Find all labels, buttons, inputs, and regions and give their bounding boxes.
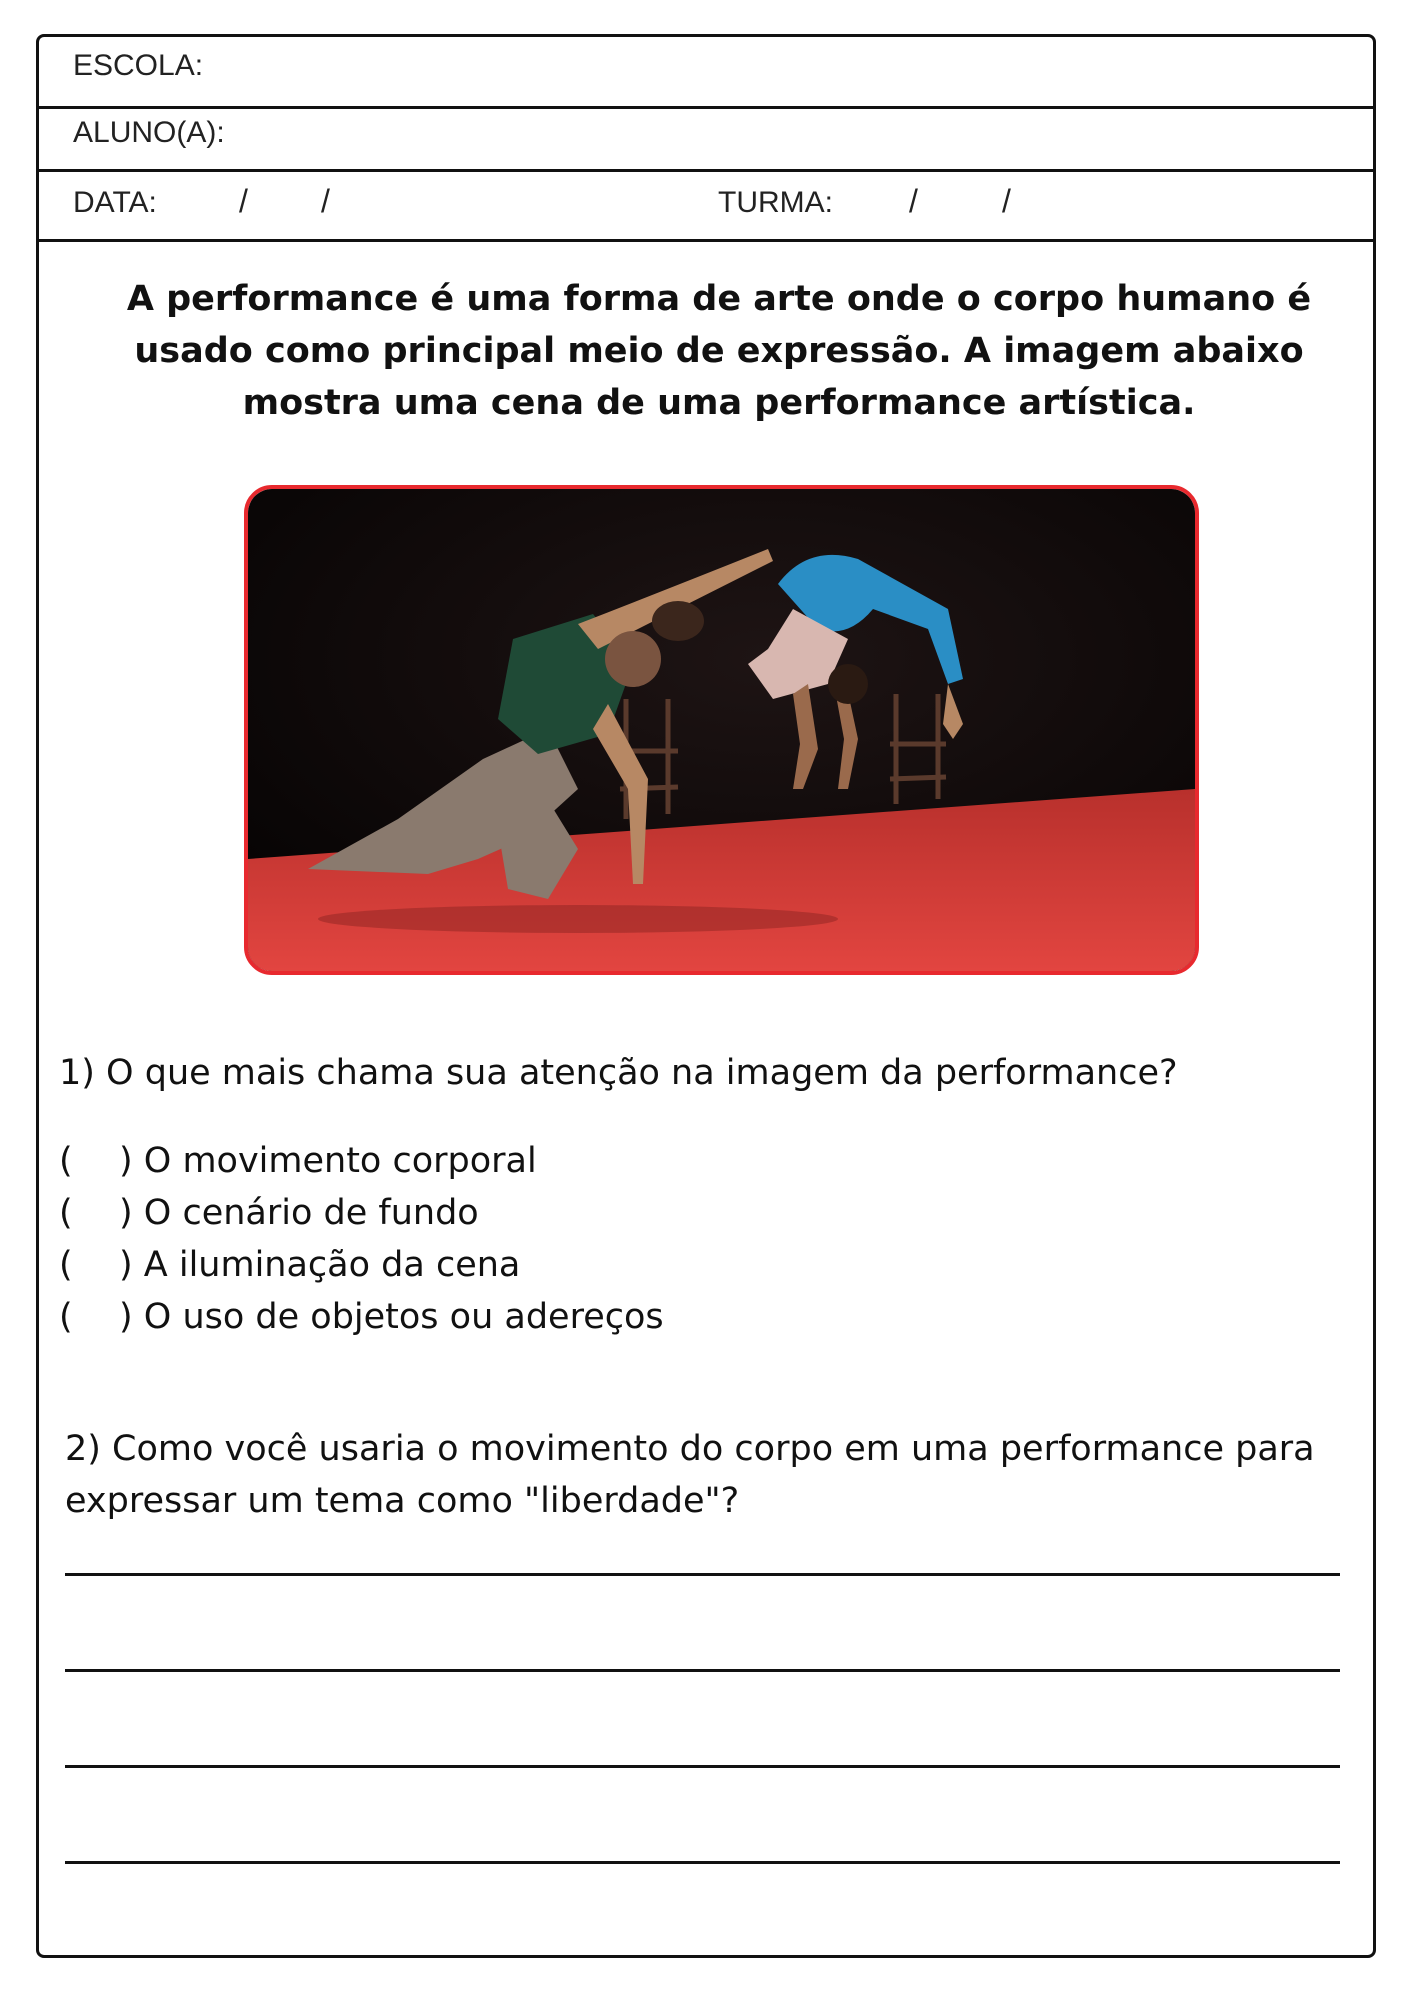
- turma-label: TURMA:: [718, 186, 833, 219]
- intro-text: A performance é uma forma de arte onde o corpo humano é usado como principal meio de expressão. A imagem abaixo mostra uma cena de uma performance artística.: [126, 279, 1312, 423]
- answer-line-1[interactable]: [65, 1573, 1340, 1576]
- aluno-row: [39, 106, 1373, 172]
- option-1[interactable]: [59, 1141, 859, 1191]
- escola-row: [39, 37, 1373, 109]
- aluno-label: ALUNO(A):: [73, 116, 225, 149]
- answer-line-4[interactable]: [65, 1861, 1340, 1864]
- answer-line-2[interactable]: [65, 1669, 1340, 1672]
- option-2[interactable]: [59, 1193, 859, 1243]
- performance-illustration: [248, 489, 1195, 971]
- answer-line-3[interactable]: [65, 1765, 1340, 1768]
- option-1-paren: (: [59, 1141, 73, 1181]
- turma-slash-2: /: [1002, 183, 1011, 219]
- date-slash-1: /: [239, 183, 248, 219]
- turma-slash-1: /: [909, 183, 918, 219]
- option-4-paren: (: [59, 1297, 73, 1337]
- question-2: 2) Como você usaria o movimento do corpo em uma performance para expressar um tema como "liberdade"?: [65, 1429, 1315, 1521]
- escola-label: ESCOLA:: [73, 49, 204, 82]
- data-label: DATA:: [73, 186, 157, 219]
- data-turma-row: [39, 169, 1373, 242]
- option-4-text: ) O uso de objetos ou adereços: [119, 1297, 664, 1337]
- option-4[interactable]: [59, 1297, 859, 1347]
- option-2-paren: (: [59, 1193, 73, 1233]
- option-3-paren: (: [59, 1245, 73, 1285]
- question-1: 1) O que mais chama sua atenção na imagem da performance?: [59, 1053, 1178, 1093]
- option-3-text: ) A iluminação da cena: [119, 1245, 521, 1285]
- option-1-text: ) O movimento corporal: [119, 1141, 537, 1181]
- worksheet: [36, 34, 1376, 1958]
- date-slash-2: /: [321, 183, 330, 219]
- performance-photo: [244, 485, 1199, 975]
- option-3[interactable]: [59, 1245, 859, 1295]
- floor-shadow: [318, 905, 838, 933]
- option-2-text: ) O cenário de fundo: [119, 1193, 479, 1233]
